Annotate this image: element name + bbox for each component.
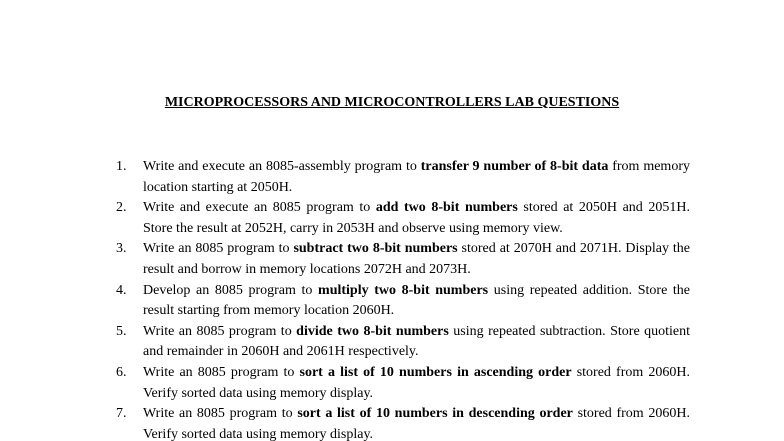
list-item — [116, 363, 690, 404]
question-text-plain: Write an 8085 program to — [143, 364, 300, 380]
question-text — [143, 365, 690, 401]
question-number: 2. — [116, 200, 127, 216]
question-list — [116, 157, 690, 441]
question-text-plain: Write an 8085 program to — [143, 323, 297, 339]
question-text-bold: add two 8-bit numbers — [375, 200, 518, 216]
question-number: 5. — [116, 323, 127, 339]
question-text-plain-end: using repeated subtraction. Store quotient and remainder in 2060H and 2061H respectively. — [143, 323, 691, 360]
list-item — [116, 404, 690, 441]
question-text-plain-end: stored from 2060H. Verify sorted data using memory display. — [143, 406, 690, 441]
question-text-bold: divide two 8-bit numbers — [296, 323, 449, 339]
question-text-plain: Write an 8085 program to — [143, 241, 294, 257]
question-text — [143, 283, 690, 319]
question-text-plain-end: from memory location starting at 2050H. — [143, 159, 690, 195]
list-item — [116, 281, 690, 322]
question-text — [143, 159, 690, 195]
question-text-bold: sort a list of 10 numbers in descending order — [297, 406, 573, 422]
question-text-bold: subtract two 8-bit numbers — [293, 241, 458, 257]
page-title: MICROPROCESSORS AND MICROCONTROLLERS LAB QUESTIONS — [164, 95, 620, 110]
question-text — [143, 324, 690, 360]
list-item — [116, 322, 690, 363]
question-text-plain: Write and execute an 8085 program to — [143, 200, 376, 216]
question-text-plain-end: using repeated addition. Store the result starting from memory location 2060H. — [143, 282, 691, 319]
question-number: 1. — [116, 159, 127, 174]
question-text — [143, 200, 690, 236]
question-text-plain: Write an 8085 program to — [143, 406, 298, 422]
question-text-plain: Write and execute an 8085-assembly program to — [143, 159, 421, 174]
question-text — [143, 406, 690, 441]
question-text-bold: sort a list of 10 numbers in ascending order — [299, 364, 572, 380]
question-text-plain-end: stored from 2060H. Verify sorted data using memory display. — [143, 364, 690, 401]
question-number: 7. — [116, 406, 127, 422]
list-item — [116, 157, 690, 198]
question-text-bold: transfer 9 number of 8-bit data — [420, 159, 609, 174]
question-number: 6. — [116, 364, 127, 380]
question-text-bold: multiply two 8-bit numbers — [318, 282, 489, 298]
question-text-plain-end: stored at 2050H and 2051H. Store the result at 2052H, carry in 2053H and observe using memory view. — [143, 200, 690, 236]
question-number: 3. — [116, 241, 127, 257]
question-text-plain-end: stored at 2070H and 2071H. Display the result and borrow in memory locations 2072H and 2073H. — [143, 241, 690, 277]
list-item — [116, 198, 690, 239]
list-item — [116, 239, 690, 280]
question-text — [143, 241, 690, 277]
question-number: 4. — [116, 282, 127, 298]
question-text-plain: Develop an 8085 program to — [143, 282, 319, 298]
